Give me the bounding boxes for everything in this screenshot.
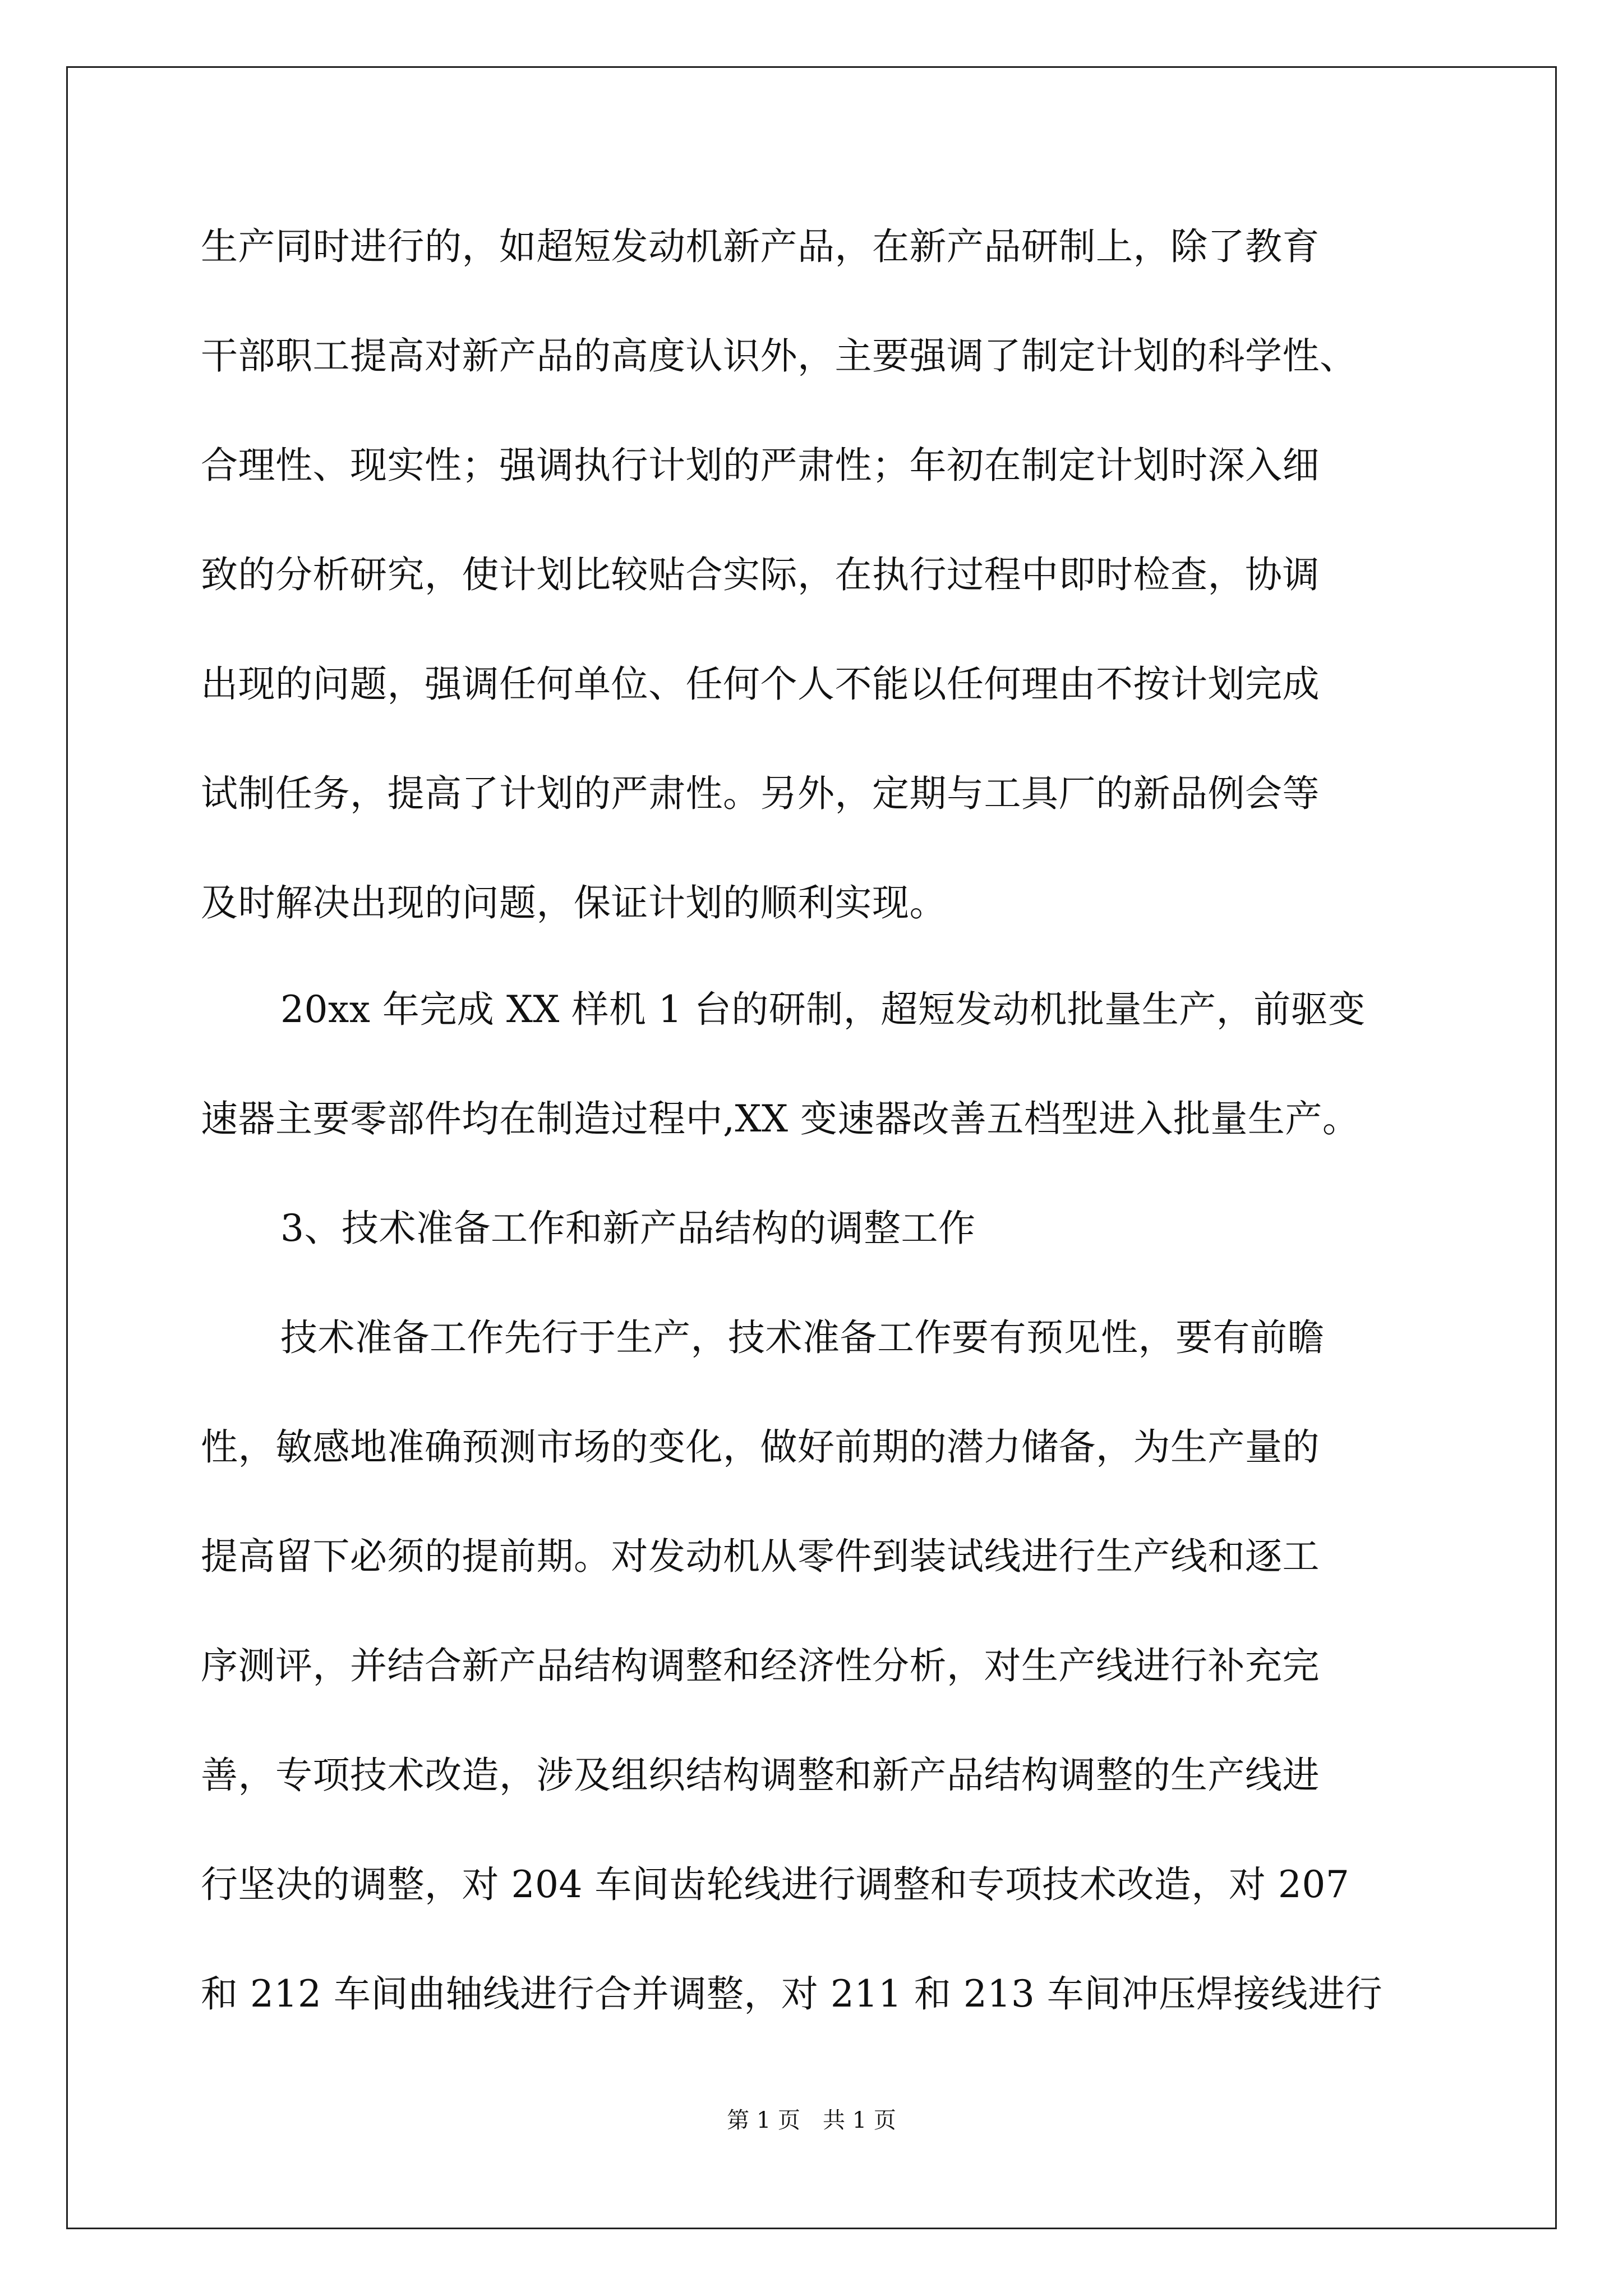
text-line-9: 速器主要零部件均在制造过程中,XX 变速器改善五档型进入批量生产。 <box>201 1097 1360 1140</box>
text-line-14: 序测评，并结合新产品结构调整和经济性分析，对生产线进行补充完 <box>201 1644 1320 1687</box>
page-total: 共 1 页 <box>823 2108 896 2133</box>
text-line-15: 善，专项技术改造，涉及组织结构调整和新产品结构调整的生产线进 <box>201 1754 1320 1797</box>
text-line-12: 性，敏感地准确预测市场的变化，做好前期的潜力储备，为生产量的 <box>201 1425 1320 1469</box>
text-line-13: 提高留下必须的提前期。对发动机从零件到装试线进行生产线和逐工 <box>201 1535 1320 1578</box>
text-line-1: 生产同时进行的，如超短发动机新产品，在新产品研制上，除了教育 <box>201 225 1320 268</box>
text-line-6: 试制任务，提高了计划的严肃性。另外，定期与工具厂的新品例会等 <box>201 772 1320 815</box>
text-line-3: 合理性、现实性；强调执行计划的严肃性；年初在制定计划时深入细 <box>201 444 1320 487</box>
page-footer <box>0 2106 1623 2134</box>
text-line-16: 行坚决的调整，对 204 车间齿轮线进行调整和专项技术改造，对 207 <box>201 1863 1350 1906</box>
text-line-11: 技术准备工作先行于生产，技术准备工作要有预见性，要有前瞻 <box>280 1316 1325 1359</box>
text-line-7: 及时解决出现的问题，保证计划的顺利实现。 <box>201 881 947 924</box>
text-line-5: 出现的问题，强调任何单位、任何个人不能以任何理由不按计划完成 <box>201 662 1320 706</box>
text-line-2: 干部职工提高对新产品的高度认识外，主要强调了制定计划的科学性、 <box>201 334 1357 378</box>
page-number: 第 1 页 <box>727 2108 800 2133</box>
text-line-8: 20xx 年完成 XX 样机 1 台的研制，超短发动机批量生产，前驱变 <box>280 988 1366 1031</box>
text-line-4: 致的分析研究，使计划比较贴合实际，在执行过程中即时检查，协调 <box>201 553 1320 596</box>
text-line-17: 和 212 车间曲轴线进行合并调整，对 211 和 213 车间冲压焊接线进行 <box>201 1972 1383 2016</box>
section-heading: 3、技术准备工作和新产品结构的调整工作 <box>280 1207 976 1250</box>
